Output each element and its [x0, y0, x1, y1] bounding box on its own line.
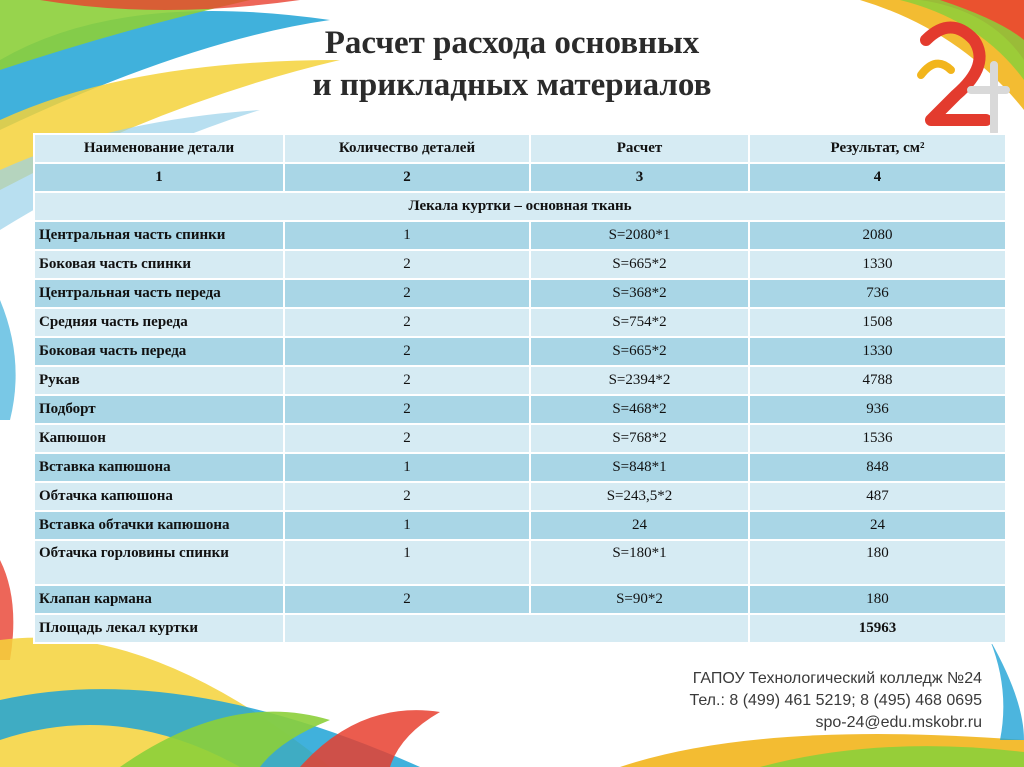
- page-title: [262, 22, 762, 106]
- part-qty: 2: [284, 424, 530, 453]
- part-qty: 1: [284, 511, 530, 540]
- part-result: 1330: [749, 337, 1006, 366]
- table-row: [34, 221, 1006, 250]
- part-result: 1508: [749, 308, 1006, 337]
- footer-email: spo-24@edu.mskobr.ru: [815, 714, 982, 731]
- part-name: Боковая часть спинки: [34, 250, 284, 279]
- table-row: [34, 250, 1006, 279]
- table-header-row: [34, 134, 1006, 163]
- part-result: 180: [749, 540, 1006, 585]
- table-row: [34, 395, 1006, 424]
- part-qty: 2: [284, 366, 530, 395]
- part-qty: 2: [284, 308, 530, 337]
- part-name: Капюшон: [34, 424, 284, 453]
- column-number-cell: 1: [34, 163, 284, 192]
- title-line-2: и прикладных материалов: [312, 67, 712, 103]
- table-row: [34, 366, 1006, 395]
- part-name: Подборт: [34, 395, 284, 424]
- table-row: [34, 279, 1006, 308]
- header-cell: Расчет: [530, 134, 749, 163]
- part-qty: 1: [284, 540, 530, 585]
- part-calc: S=468*2: [530, 395, 749, 424]
- table-row: [34, 337, 1006, 366]
- table-row: [34, 511, 1006, 540]
- part-qty: 2: [284, 482, 530, 511]
- part-calc: S=368*2: [530, 279, 749, 308]
- part-result: 4788: [749, 366, 1006, 395]
- part-qty: 2: [284, 337, 530, 366]
- table-row: [34, 453, 1006, 482]
- total-label: Площадь лекал куртки: [34, 614, 284, 643]
- part-result: 24: [749, 511, 1006, 540]
- part-calc: S=180*1: [530, 540, 749, 585]
- header-cell: Результат, см²: [749, 134, 1006, 163]
- column-number-cell: 3: [530, 163, 749, 192]
- part-result: 736: [749, 279, 1006, 308]
- part-name: Боковая часть переда: [34, 337, 284, 366]
- part-calc: 24: [530, 511, 749, 540]
- part-calc: S=2080*1: [530, 221, 749, 250]
- table-row: [34, 482, 1006, 511]
- materials-table: [33, 133, 1007, 644]
- header-cell: Количество деталей: [284, 134, 530, 163]
- part-name: Вставка обтачки капюшона: [34, 511, 284, 540]
- total-value: 15963: [749, 614, 1006, 643]
- part-calc: S=2394*2: [530, 366, 749, 395]
- total-empty-cell: [284, 614, 749, 643]
- part-calc: S=665*2: [530, 250, 749, 279]
- part-name: Клапан кармана: [34, 585, 284, 614]
- section-title: Лекала куртки – основная ткань: [34, 192, 1006, 221]
- part-name: Вставка капюшона: [34, 453, 284, 482]
- part-calc: S=768*2: [530, 424, 749, 453]
- part-name: Центральная часть переда: [34, 279, 284, 308]
- footer-org: ГАПОУ Технологический колледж №24: [692, 670, 982, 687]
- part-name: Обтачка горловины спинки: [34, 540, 284, 585]
- total-row: [34, 614, 1006, 643]
- part-calc: S=90*2: [530, 585, 749, 614]
- part-result: 1330: [749, 250, 1006, 279]
- college-logo-icon: [896, 20, 1014, 140]
- part-result: 848: [749, 453, 1006, 482]
- part-calc: S=665*2: [530, 337, 749, 366]
- part-qty: 1: [284, 221, 530, 250]
- part-qty: 2: [284, 250, 530, 279]
- part-result: 936: [749, 395, 1006, 424]
- part-name: Обтачка капюшона: [34, 482, 284, 511]
- part-name: Средняя часть переда: [34, 308, 284, 337]
- section-row: [34, 192, 1006, 221]
- column-numbers-row: [34, 163, 1006, 192]
- footer-phone: Тел.: 8 (499) 461 5219; 8 (495) 468 0695: [689, 692, 982, 709]
- table-row: [34, 585, 1006, 614]
- part-calc: S=848*1: [530, 453, 749, 482]
- table-row: [34, 540, 1006, 585]
- part-result: 2080: [749, 221, 1006, 250]
- part-calc: S=243,5*2: [530, 482, 749, 511]
- table-row: [34, 308, 1006, 337]
- part-calc: S=754*2: [530, 308, 749, 337]
- header-cell: Наименование детали: [34, 134, 284, 163]
- part-result: 180: [749, 585, 1006, 614]
- part-result: 1536: [749, 424, 1006, 453]
- part-qty: 2: [284, 279, 530, 308]
- column-number-cell: 4: [749, 163, 1006, 192]
- part-qty: 1: [284, 453, 530, 482]
- part-name: Рукав: [34, 366, 284, 395]
- title-line-1: Расчет расхода основных: [324, 25, 700, 61]
- column-number-cell: 2: [284, 163, 530, 192]
- part-result: 487: [749, 482, 1006, 511]
- part-name: Центральная часть спинки: [34, 221, 284, 250]
- part-qty: 2: [284, 395, 530, 424]
- footer-contacts: [652, 668, 982, 734]
- part-qty: 2: [284, 585, 530, 614]
- table-row: [34, 424, 1006, 453]
